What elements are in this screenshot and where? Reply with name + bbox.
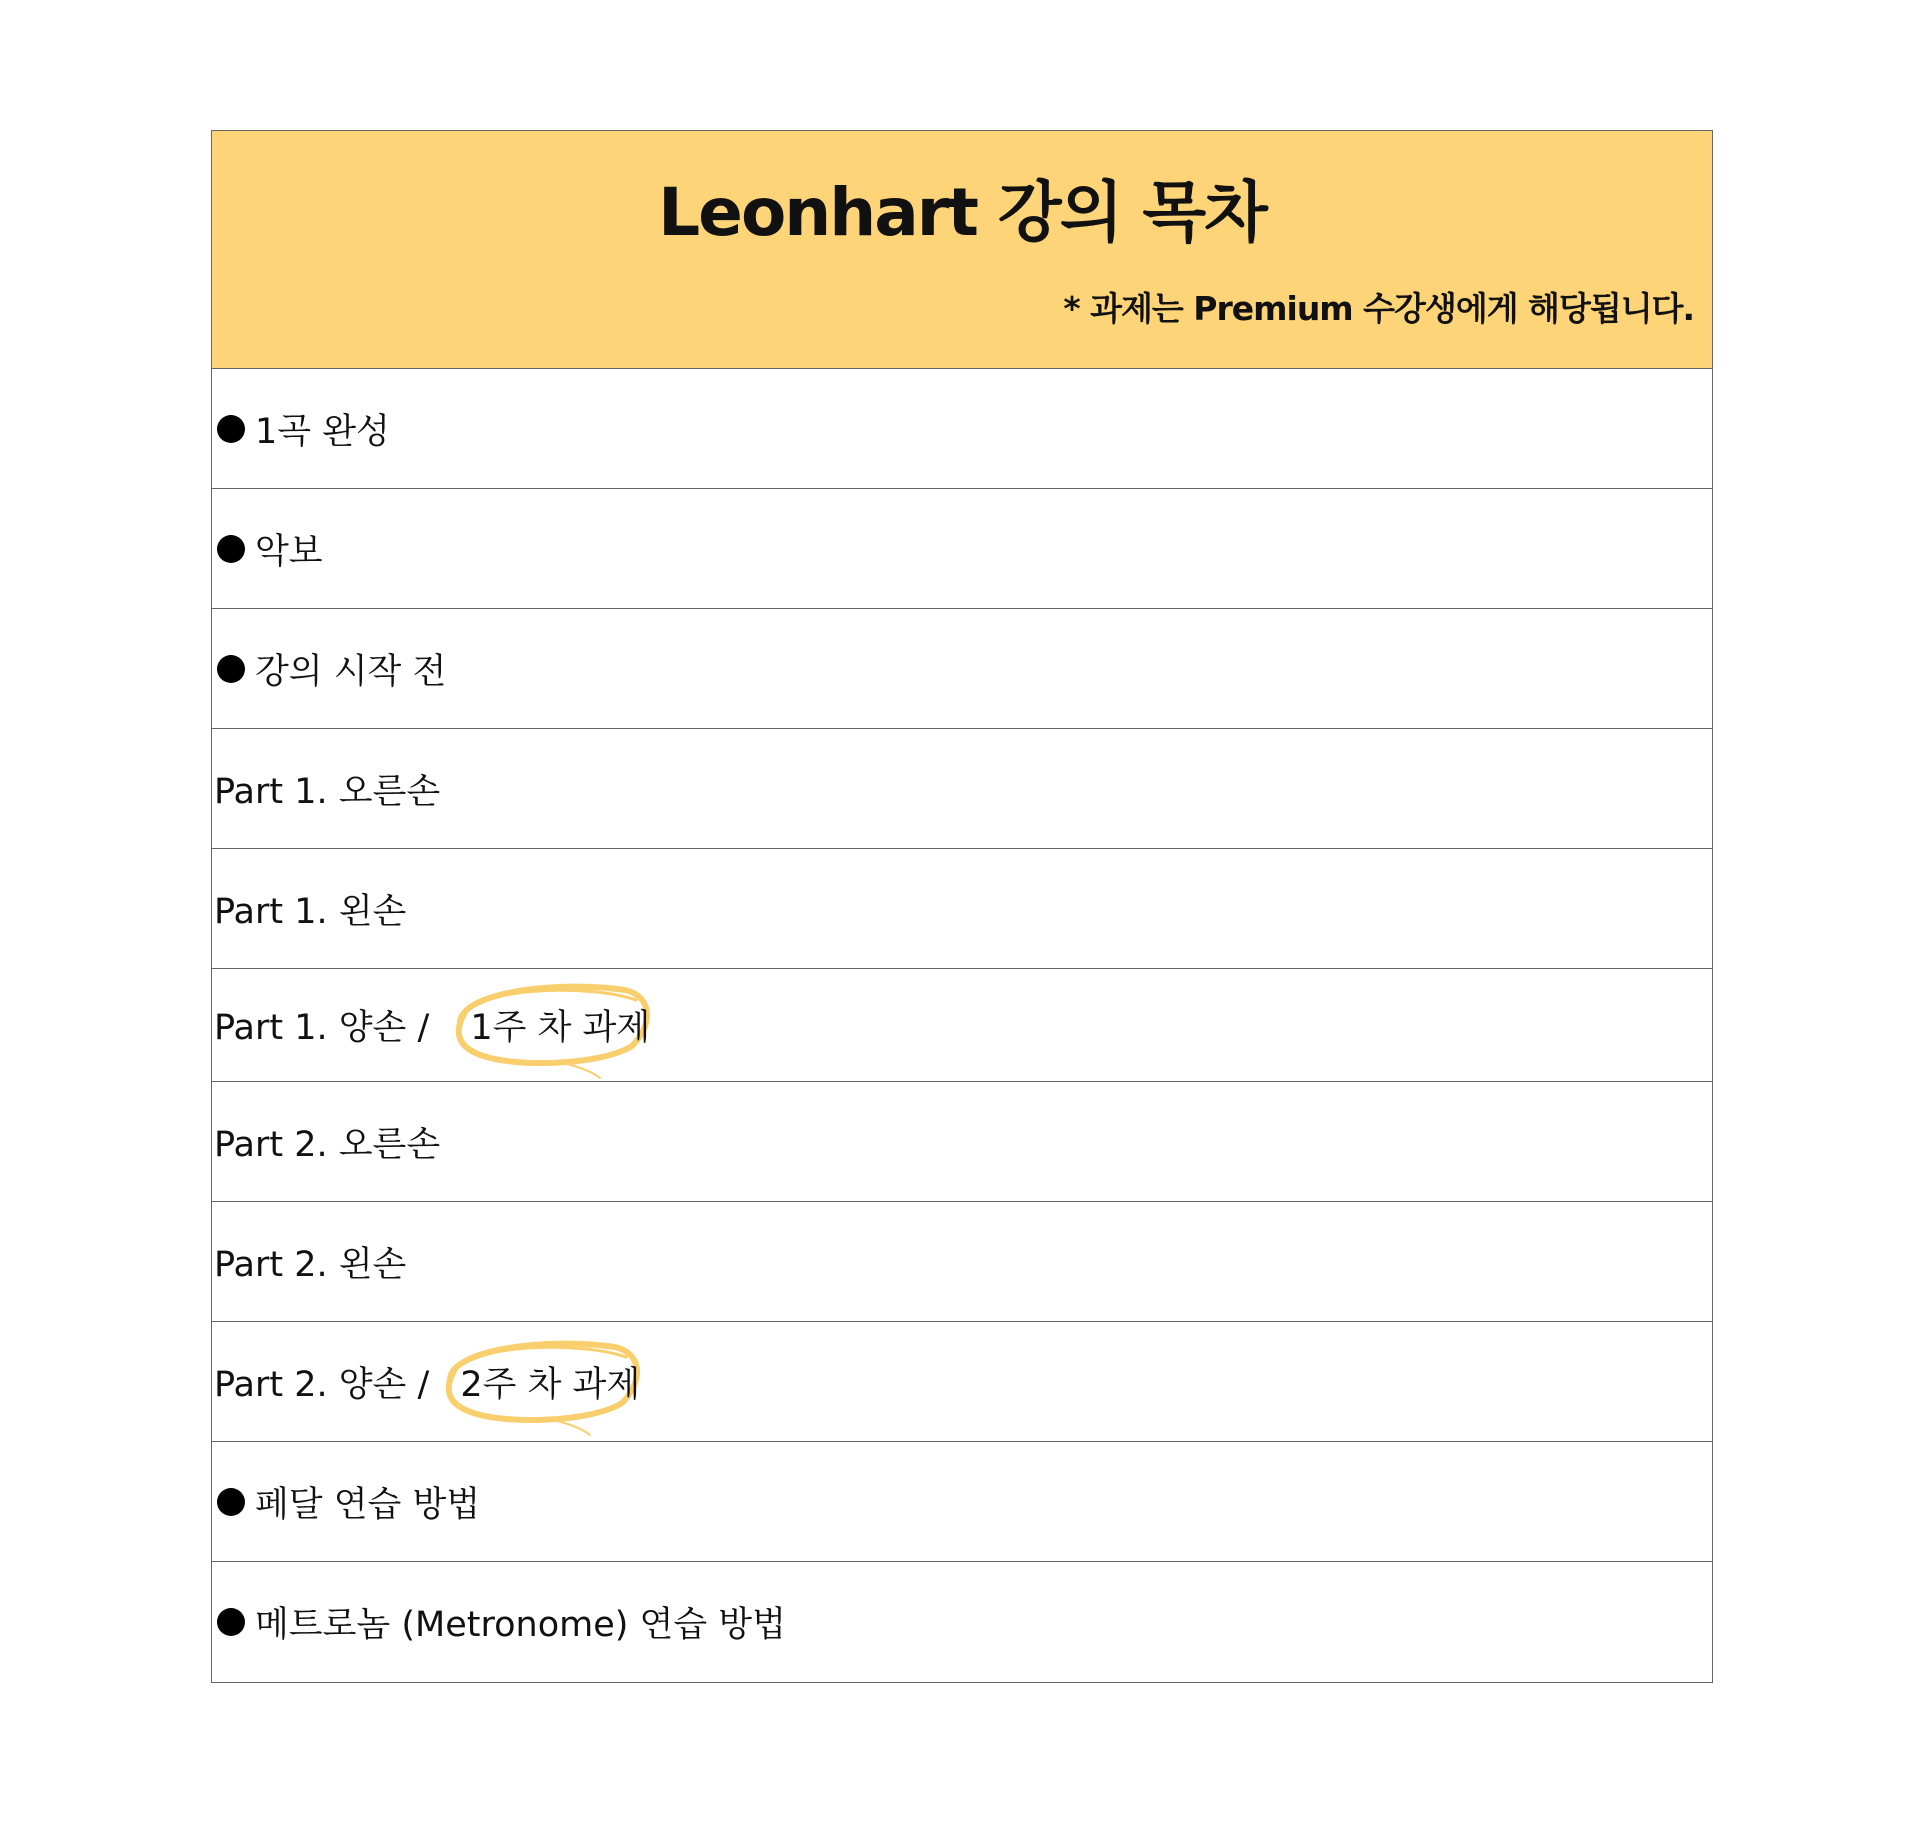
toc-row[interactable]: [212, 729, 1712, 849]
toc-row[interactable]: [212, 369, 1712, 489]
toc-row[interactable]: [212, 1202, 1712, 1322]
row-label: 페달 연습 방법: [255, 1484, 481, 1525]
toc-row[interactable]: [212, 969, 1712, 1082]
page-title: Leonhart 강의 목차: [658, 174, 1266, 251]
task-label: 2주 차 과제: [460, 1364, 641, 1405]
row-label: Part 1. 왼손: [214, 891, 407, 932]
row-label: 1곡 완성: [255, 411, 390, 452]
bullet-icon: [217, 655, 245, 683]
row-label: 악보: [255, 531, 323, 572]
bullet-icon: [217, 535, 245, 563]
toc-row[interactable]: [212, 609, 1712, 729]
row-label: Part 2. 양손 /: [214, 1364, 441, 1405]
toc-header: [212, 131, 1712, 369]
row-label: 강의 시작 전: [255, 651, 447, 692]
toc-row[interactable]: [212, 489, 1712, 609]
task-badge: [470, 1000, 650, 1050]
bullet-icon: [217, 1608, 245, 1636]
row-label: Part 1. 양손 /: [214, 1008, 441, 1048]
bullet-icon: [217, 1488, 245, 1516]
row-label: Part 2. 왼손: [214, 1244, 407, 1285]
task-label: 1주 차 과제: [470, 1008, 651, 1048]
row-label: 메트로놈 (Metronome) 연습 방법: [255, 1605, 786, 1645]
toc-row[interactable]: [212, 1322, 1712, 1442]
task-badge: [460, 1357, 640, 1407]
premium-note: * 과제는 Premium 수강생에게 해당됩니다.: [1063, 289, 1694, 328]
toc-row[interactable]: [212, 1082, 1712, 1202]
bullet-icon: [217, 415, 245, 443]
row-label: Part 2. 오른손: [214, 1124, 441, 1165]
toc-row[interactable]: [212, 1442, 1712, 1562]
toc-row[interactable]: [212, 849, 1712, 969]
row-label: Part 1. 오른손: [214, 771, 441, 812]
table-of-contents: [211, 130, 1713, 1683]
toc-row[interactable]: [212, 1562, 1712, 1682]
